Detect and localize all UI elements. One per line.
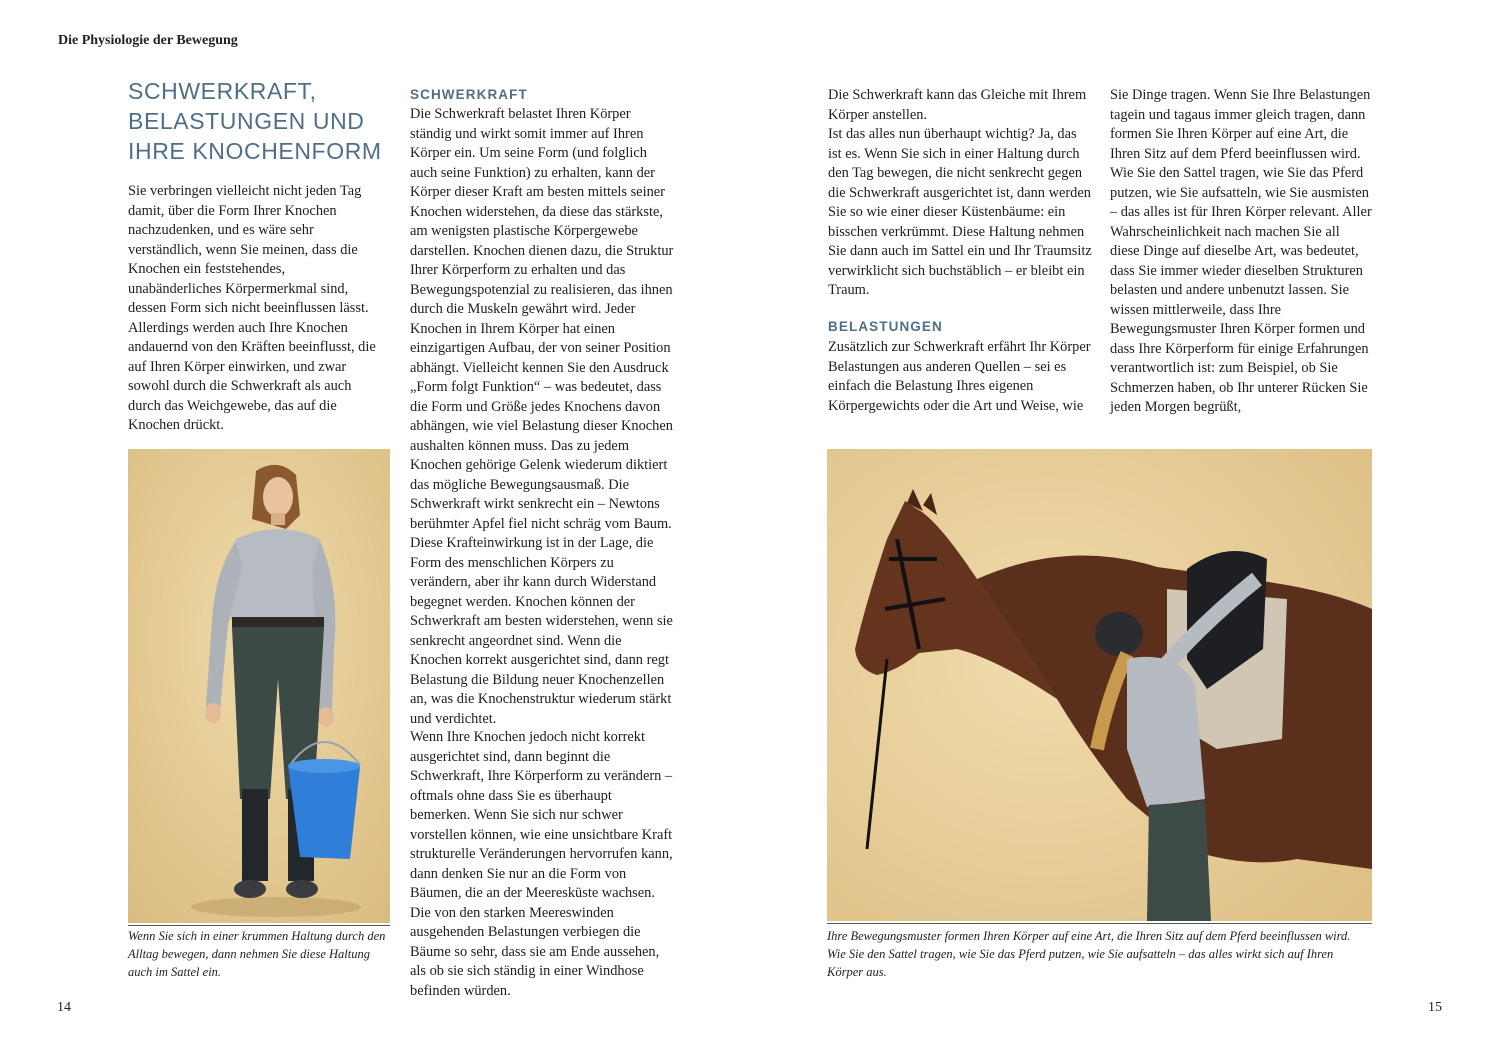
section-heading-schwerkraft: SCHWERKRAFT xyxy=(410,87,528,102)
caption-right: Ihre Bewegungsmuster formen Ihren Körper auf eine Art, die Ihren Sitz auf dem Pferd beeinflussen wird. Wie Sie den Sattel tragen, wie Sie das Pferd putzen, wie Sie aufsatteln – das alles wirkt sich auf Ihren Körper aus. xyxy=(827,929,1351,979)
photo-rider-with-bucket xyxy=(128,449,390,923)
section-schwerkraft-text: Die Schwerkraft belastet Ihren Körper ständig und wirkt somit immer auf Ihren Körper ein. Um seine Form (und folglich auch seine Funktion) zu erhalten, kann der Körper dieser Kraft am besten mittels seiner Knochen widerstehen, da diese das stärkste, am wenigsten plastische Körpergewebe darstellen. Knochen dienen dazu, die Struktur Ihrer Körperform zu erhalten und das Bewegungspotenzial zu realisieren, das ihnen durch die Muskeln gewährt wird. Jeder Knochen in Ihrem Körper hat einen einzigartigen Aufbau, der von seiner Position abhängt. Vielleicht kennen Sie den Ausdruck „Form folgt Funktion“ – was bedeutet, dass die Form und Größe jedes Knochens davon abhängen, wie viel Belastung dieser Knochen aushalten können muss. Das zu jedem Knochen gehörige Gelenk wiederum diktiert das mögliche Bewegungsausmaß. Die Schwerkraft wirkt senkrecht ein – Newtons berühmter Apfel fiel nicht schräg vom Baum. Diese Krafteinwirkung ist in der Lage, die Form des menschlichen Körpers zu verändern, aber ihr kann durch Widerstand begegnet werden. Knochen können der Schwerkraft am besten widerstehen, wenn sie senkrecht angeordnet sind. Wenn die Knochen korrekt ausgerichtet sind, dann regt Belastung die Bildung neuer Knochenzellen an, was die Knochenstruktur wiederum stärkt und verdichtet. xyxy=(410,106,674,727)
column4-paragraph: Sie Dinge tragen. Wenn Sie Ihre Belastungen tagein und tagaus immer gleich tragen, dann formen Sie Ihren Körper auf eine Art, die Ihren Sitz auf dem Pferd beeinflussen wird. Wie Sie den Sattel tragen, wie Sie das Pferd putzen, wie Sie aufsatteln, wie Sie ausmisten – das alles ist für Ihren Körper relevant. Aller Wahrscheinlichkeit nach machen Sie all diese Dinge auf dieselbe Art, was bedeutet, dass Sie immer wieder dieselben Strukturen belasten und andere unbenutzt lassen. Sie wissen mittlerweile, dass Ihre Bewegungsmuster Ihren Körper formen und dass Ihre Körperform für einige Erfahrungen verantwortlich ist: zum Beispiel, ob Sie Schmerzen haben, ob Ihr unterer Rücken Sie jeden Morgen begrüßt, xyxy=(1110,87,1372,415)
section-belastungen-text: Zusätzlich zur Schwerkraft erfährt Ihr Körper Belastungen aus anderen Quellen – sei es einfach die Belastung Ihres eigenen Körpergewichts oder die Art und Weise, wie xyxy=(828,339,1091,414)
column3-paragraph-1: Die Schwerkraft kann das Gleiche mit Ihrem Körper anstellen. xyxy=(828,87,1087,123)
caption-rule-left xyxy=(128,925,390,926)
section-heading-belastungen: BELASTUNGEN xyxy=(828,319,943,334)
rider-with-bucket-illustration xyxy=(128,449,390,923)
caption-left: Wenn Sie sich in einer krummen Haltung durch den Alltag bewegen, dann nehmen Sie diese Haltung auch im Sattel ein. xyxy=(128,929,386,979)
photo-rider-saddling-horse xyxy=(827,449,1372,921)
running-head: Die Physiologie der Bewegung xyxy=(58,33,238,48)
column3-paragraph-2: Ist das alles nun überhaupt wichtig? Ja, das ist es. Wenn Sie sich in einer Haltung durch den Tag bewegen, die nicht senkrecht gegen die Schwerkraft ausgerichtet ist, dann werden Sie so wie einer dieser Küstenbäume: ein bisschen verkrümmt. Diese Haltung nehmen Sie dann auch im Sattel ein und Ihr Traumsitz verwirklicht sich buchstäblich – er bleibt ein Traum. xyxy=(828,126,1092,298)
page-number-left: 14 xyxy=(57,1000,71,1015)
chapter-title: SCHWERKRAFT, BELASTUNGEN UND IHRE KNOCHENFORM xyxy=(128,78,382,164)
section-schwerkraft-text-2: Wenn Ihre Knochen jedoch nicht korrekt ausgerichtet sind, dann beginnt die Schwerkraft, Ihre Körperform zu verändern – oftmals ohne dass Sie es überhaupt bemerken. Wenn Sie sich nur schwer vorstellen können, wie eine unsichtbare Kraft strukturelle Veränderungen hervorrufen kann, dann denken Sie nur an die Form von Bäumen, die an der Meeresküste wachsen. Die von den starken Meereswinden ausgehenden Belastungen verbiegen die Bäume so sehr, dass sie am Ende aussehen, als ob sie sich ständig in einer Windhose befinden würden. xyxy=(410,729,673,999)
page-number-right: 15 xyxy=(1428,1000,1442,1015)
caption-rule-right xyxy=(827,923,1372,924)
intro-paragraph: Sie verbringen vielleicht nicht jeden Tag damit, über die Form Ihrer Knochen nachzudenken, und es wäre sehr verständlich, wenn Sie meinen, dass die Knochen ein feststehendes, unabänderliches Körpermerkmal sind, dessen Form sich nicht beeinflussen lässt. Allerdings werden auch Ihre Knochen andauernd von den Kräften beeinflusst, die auf Ihren Körper einwirken, und zwar sowohl durch die Schwerkraft als auch durch das Weichgewebe, das auf die Knochen drückt. xyxy=(128,183,376,433)
rider-saddling-horse-illustration xyxy=(827,449,1372,921)
